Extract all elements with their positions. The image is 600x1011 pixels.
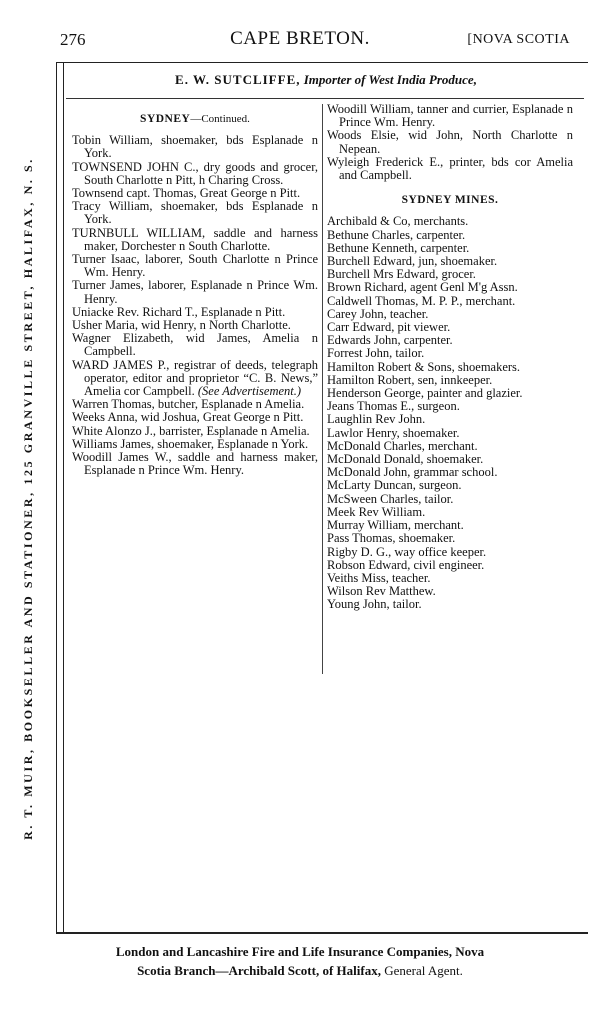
directory-entry: TOWNSEND JOHN C., dry goods and grocer, South Charlotte n Pitt, h Charing Cross. [72,159,318,187]
directory-entry: Tobin William, shoemaker, bds Esplanade n York. [72,133,318,161]
directory-entry: Pass Thomas, shoemaker. [327,531,456,546]
directory-entry: Weeks Anna, wid Joshua, Great George n Pitt. [72,410,304,425]
side-advertisement [8,103,48,893]
footer-ad-line-1: London and Lancashire Fire and Life Insurance Companies, Nova [115,944,485,959]
directory-entry: Jeans Thomas E., surgeon. [327,399,460,414]
directory-entry: Bethune Charles, carpenter. [327,227,466,242]
directory-entry: Veiths Miss, teacher. [327,570,431,585]
directory-entry: McDonald Charles, merchant. [327,438,478,453]
directory-entry: Henderson George, painter and glazier. [327,386,523,401]
directory-entry: TURNBULL WILLIAM, saddle and harness maker, Dorchester n South Charlotte. [72,225,318,253]
running-section: [NOVA SCOTIA [467,32,570,47]
page-number: 276 [60,30,86,49]
directory-entry: Warren Thomas, butcher, Esplanade n Amelia. [72,397,305,412]
frame-top-rule [56,62,588,63]
running-title: CAPE BRETON. [230,28,370,49]
directory-entry: Meek Rev William. [327,504,426,519]
directory-entry: Archibald & Co, merchants. [327,214,469,229]
directory-entry: Edwards John, carpenter. [327,333,453,348]
directory-entry: Murray William, merchant. [327,518,464,533]
heading-continued: —Continued. [190,113,250,125]
side-advertisement-text: R. T. MUIR, BOOKSELLER AND STATIONER, 125 GRANVILLE STREET, HALIFAX, N. S. [20,156,35,840]
footer-ad-agent: General Agent. [384,963,463,978]
directory-entry: Lawlor Henry, shoemaker. [327,425,460,440]
directory-entry: Townsend capt. Thomas, Great George n Pitt. [72,186,301,201]
footer-ad-text: Scotia Branch—Archibald Scott, of Halifax, [137,963,381,978]
column-divider [322,104,323,674]
directory-entry: Woodill William, tanner and currier, Esplanade n Prince Wm. Henry. [327,102,573,130]
left-column-heading [72,113,318,126]
directory-entry: Wagner Elizabeth, wid James, Amelia n Campbell. [72,331,318,359]
directory-entry: Burchell Mrs Edward, grocer. [327,267,476,282]
directory-entry: Wyleigh Frederick E., printer, bds cor Amelia and Campbell. [327,154,573,183]
entry-text: WARD JAMES P., registrar of deeds, telegraph operator, editor and proprietor “C. B. News,” Amelia cor Campbell. [72,357,318,399]
directory-entry: Carr Edward, pit viewer. [327,320,451,335]
directory-entry: Hamilton Robert & Sons, shoemakers. [327,359,521,374]
footer-advertisement [40,942,560,980]
frame-bottom-rule [56,932,588,934]
directory-entry: Turner Isaac, laborer, South Charlotte n Prince Wm. Henry. [72,252,318,280]
directory-entry: McDonald Donald, shoemaker. [327,452,484,467]
right-column-heading: SYDNEY MINES. [401,194,499,207]
directory-entry: Young John, tailor. [327,597,422,612]
directory-entry: Carey John, teacher. [327,306,429,321]
right-column [327,103,573,612]
frame-left-rule [56,62,57,932]
advertiser-text: Importer of West India Produce, [303,72,477,87]
directory-entry: McSween Charles, tailor. [327,491,454,506]
advertisement-note: (See Advertisement.) [197,384,302,399]
directory-entry: Usher Maria, wid Henry, n North Charlotte. [72,318,291,333]
directory-entry: Laughlin Rev John. [327,412,426,427]
footer-ad-line-2 [40,961,560,980]
directory-entry: McDonald John, grammar school. [327,465,498,480]
directory-entry: Williams James, shoemaker, Esplanade n York. [72,436,309,451]
directory-entry: White Alonzo J., barrister, Esplanade n Amelia. [72,423,310,438]
directory-entry: Woodill James W., saddle and harness maker, Esplanade n Prince Wm. Henry. [72,450,318,478]
advertiser-name: E. W. SUTCLIFFE, [175,72,301,87]
directory-entry: Rigby D. G., way office keeper. [327,544,487,559]
directory-entry: Tracy William, shoemaker, bds Esplanade n York. [72,199,318,227]
frame-left-inner-rule [63,62,64,932]
directory-entry: Caldwell Thomas, M. P. P., merchant. [327,293,516,308]
left-column [72,113,318,477]
directory-entry: Uniacke Rev. Richard T., Esplanade n Pitt. [72,304,286,319]
advertisement-rule [66,98,584,99]
directory-entry: Burchell Edward, jun, shoemaker. [327,254,498,269]
directory-entry: Turner James, laborer, Esplanade n Prince Wm. Henry. [72,278,318,306]
directory-entry: Brown Richard, agent Genl M'g Assn. [327,280,518,295]
top-advertisement [66,72,586,88]
directory-entry: McLarty Duncan, surgeon. [327,478,462,493]
directory-entry-ward [72,359,318,399]
directory-entry: Bethune Kenneth, carpenter. [327,240,470,255]
directory-entry: Robson Edward, civil engineer. [327,557,485,572]
directory-entry: Hamilton Robert, sen, innkeeper. [327,372,493,387]
heading-title: SYDNEY [140,113,191,125]
directory-entry: Wilson Rev Matthew. [327,584,436,599]
directory-entry: Forrest John, tailor. [327,346,425,361]
directory-entry: Woods Elsie, wid John, North Charlotte n Nepean. [327,128,573,156]
